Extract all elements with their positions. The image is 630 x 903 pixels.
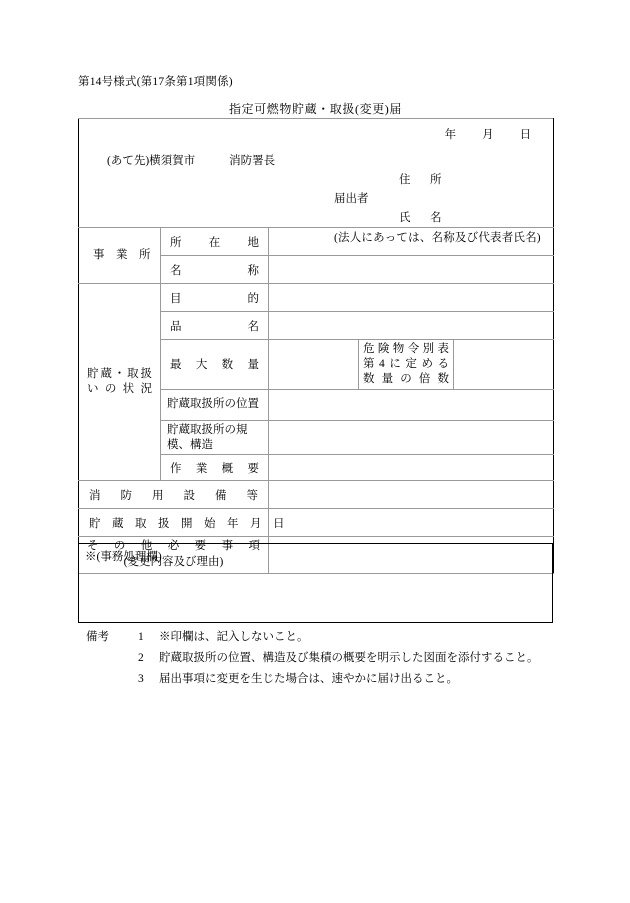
- storage-item-name-value-cell[interactable]: [269, 312, 554, 340]
- date-year-label: 年: [444, 129, 457, 141]
- remarks-section: [86, 627, 586, 690]
- addressee-line: [107, 152, 275, 168]
- corporate-note: (法人にあっては、名称及び代表者氏名): [334, 232, 541, 244]
- document-title: 指定可燃物貯蔵・取扱(変更)届: [229, 102, 402, 116]
- admin-processing-label: ※(事務処理欄): [85, 551, 162, 563]
- office-location-label: 所 在 地: [170, 236, 259, 249]
- admin-processing-box: [78, 543, 553, 623]
- storage-position-value-cell[interactable]: [269, 389, 554, 420]
- storage-purpose-row: [79, 284, 554, 312]
- remark-item: [86, 648, 586, 669]
- fire-equipment-row: [79, 481, 554, 509]
- multiplier-label-cell: [359, 340, 454, 390]
- start-date-value-cell[interactable]: [269, 509, 554, 537]
- storage-group-label-cell: [79, 284, 161, 481]
- storage-max-quantity-value-cell[interactable]: [269, 340, 359, 390]
- date-line: [445, 126, 532, 142]
- office-group-label: [79, 248, 160, 264]
- start-date-label-cell: [79, 509, 285, 537]
- fire-equipment-value-cell[interactable]: [269, 481, 554, 509]
- remark-number: 3: [138, 673, 144, 685]
- remark-number: 1: [138, 631, 144, 643]
- storage-item-name-value: [269, 317, 279, 335]
- form-header-row: [79, 119, 554, 228]
- storage-max-quantity-value: [269, 355, 279, 373]
- storage-scale-structure-label: 貯蔵取扱所の規模、構造: [167, 423, 248, 451]
- other-matters-label-line1: そ の 他 必 要 事 項: [87, 540, 260, 553]
- storage-scale-structure-label-cell: [161, 420, 269, 454]
- other-matters-label-line2: (変更内容及び理由): [123, 555, 224, 568]
- office-name-value-cell[interactable]: [269, 256, 554, 284]
- remark-text: ※印欄は、記入しないこと。: [159, 631, 309, 643]
- storage-group-label-line2: いの状況: [87, 383, 152, 396]
- storage-purpose-label-cell: [161, 284, 269, 312]
- office-name-label: 名 称: [170, 264, 259, 277]
- office-group-label-cell: [79, 228, 161, 284]
- storage-position-label: 貯蔵取扱所の位置: [167, 398, 259, 411]
- multiplier-value: [454, 355, 464, 373]
- date-month-label: 月: [482, 129, 494, 141]
- applicant-spacer-row: [334, 190, 544, 209]
- addressee-city: (あて先)横須賀市: [107, 155, 196, 167]
- applicant-label: 届出者: [334, 193, 369, 205]
- storage-work-outline-label-cell: [161, 455, 269, 481]
- office-location-value: [269, 233, 279, 251]
- start-date-label: 貯 蔵 取 扱 開 始 年 月 日: [89, 517, 285, 530]
- date-day-label: 日: [519, 129, 532, 141]
- office-group-label-text: 事 業 所: [93, 248, 151, 261]
- storage-purpose-value-cell[interactable]: [269, 284, 554, 312]
- multiplier-value-cell[interactable]: [454, 340, 554, 390]
- fire-equipment-label-cell: [79, 481, 269, 509]
- applicant-name-row: [334, 209, 544, 228]
- storage-work-outline-value-cell[interactable]: [269, 455, 554, 481]
- notification-form-table: [78, 118, 554, 574]
- remark-item: [86, 627, 586, 648]
- multiplier-label-line1: 危険物令別表: [363, 343, 449, 355]
- addressee-office: 消防署長: [229, 155, 276, 167]
- office-location-label-cell: [161, 228, 269, 256]
- address-label: 住 所: [399, 174, 446, 186]
- storage-item-name-label: 品 名: [170, 320, 259, 333]
- form-number: 第14号様式(第17条第1項関係): [78, 76, 233, 88]
- storage-purpose-label: 目 的: [170, 292, 259, 305]
- storage-item-name-label-cell: [161, 312, 269, 340]
- start-date-row: [79, 509, 554, 537]
- storage-work-outline-value: [269, 459, 279, 477]
- storage-work-outline-label: 作 業 概 要: [170, 462, 259, 475]
- office-name-value: [269, 261, 279, 279]
- storage-position-label-cell: [161, 389, 269, 420]
- multiplier-label: [359, 340, 453, 389]
- storage-scale-structure-value-cell[interactable]: [269, 420, 554, 454]
- applicant-block: [334, 171, 544, 245]
- start-date-value: [269, 514, 279, 532]
- office-name-label-cell: [161, 256, 269, 284]
- applicant-address-row: [334, 171, 544, 190]
- remark-number: 2: [138, 652, 144, 664]
- remark-item: [86, 669, 586, 690]
- remark-text: 届出事項に変更を生じた場合は、速やかに届け出ること。: [159, 673, 458, 685]
- storage-group-label: [79, 367, 160, 398]
- fire-equipment-value: [269, 486, 279, 504]
- storage-max-quantity-label-cell: [161, 340, 269, 390]
- storage-max-quantity-label: 最 大 数 量: [170, 359, 259, 372]
- storage-purpose-value: [269, 289, 279, 307]
- remarks-title: 備考: [86, 631, 109, 643]
- storage-group-label-line1: 貯蔵・取扱: [87, 367, 152, 380]
- multiplier-label-line3: 数量の倍数: [363, 372, 449, 385]
- storage-position-value: [269, 396, 279, 414]
- name-label: 氏 名: [399, 212, 446, 224]
- remark-text: 貯蔵取扱所の位置、構造及び集積の概要を明示した図面を添付すること。: [159, 652, 539, 664]
- fire-equipment-label: 消 防 用 設 備 等: [89, 489, 258, 502]
- storage-scale-structure-value: [269, 429, 279, 447]
- multiplier-label-line2: 第4に定める: [363, 357, 449, 370]
